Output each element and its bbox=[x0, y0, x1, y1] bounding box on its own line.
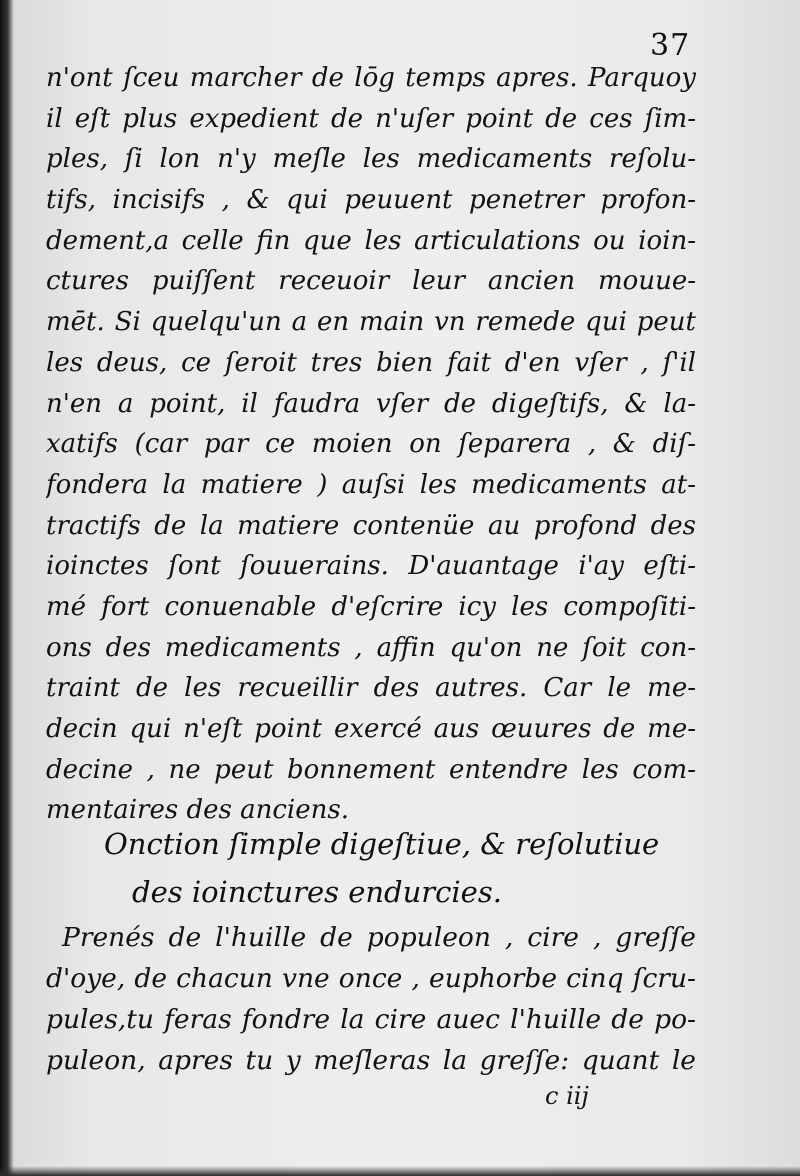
text-line: mentaires des anciens. bbox=[46, 795, 349, 826]
text-line: d'oye, de chacun vne once , euphorbe cinq ſcru- bbox=[46, 963, 696, 994]
text-line: ons des medicaments , affin qu'on ne ſoit con- bbox=[46, 632, 696, 663]
text-line: les deus, ce ſeroit tres bien fait d'en vſer , ſ'il bbox=[46, 347, 696, 378]
text-line: il eſt plus expedient de n'uſer point de ces ſim- bbox=[46, 103, 696, 134]
page-number: 37 bbox=[650, 28, 691, 63]
text-line: n'ont ſceu marcher de lōg temps apres. Parquoy bbox=[46, 63, 696, 93]
text-line: tifs, incisifs , & qui peuuent penetrer profon- bbox=[46, 185, 696, 216]
text-line: Prenés de l'huille de populeon , cire , greſſe bbox=[62, 922, 696, 953]
section-heading bbox=[104, 820, 694, 916]
text-line: ctures puiſſent receuoir leur ancien mouue- bbox=[46, 266, 696, 297]
text-line: decin qui n'eſt point exercé aus œuures de me- bbox=[46, 714, 696, 744]
signature-mark: c iij bbox=[545, 1082, 589, 1110]
text-line: tractifs de la matiere contenüe au profond des bbox=[46, 510, 696, 541]
page-gutter-shadow bbox=[0, 0, 14, 1176]
text-line: dement,a celle fin que les articulations ou ioin- bbox=[46, 225, 696, 256]
text-line: mēt. Si quelqu'un a en main vn remede qui peut bbox=[46, 307, 696, 338]
body-paragraph bbox=[46, 58, 696, 831]
text-line: traint de les recueillir des autres. Car le me- bbox=[46, 673, 696, 704]
text-line: xatifs (car par ce moien on ſeparera , & diſ- bbox=[46, 429, 696, 460]
text-line: mé fort conuenable d'eſcrire icy les compoſiti- bbox=[46, 591, 696, 622]
text-line: puleon, apres tu y meſleras la greſſe: quant le bbox=[46, 1045, 696, 1076]
text-line: decine , ne peut bonnement entendre les com- bbox=[46, 754, 696, 785]
text-line: pules,tu feras fondre la cire auec l'huille de po- bbox=[46, 1004, 696, 1035]
text-line: ples, ſi lon n'y meſle les medicaments reſolu- bbox=[46, 144, 696, 175]
recipe-paragraph bbox=[46, 917, 696, 1081]
text-line: n'en a point, il faudra vſer de digeſtifs, & la- bbox=[46, 388, 696, 419]
heading-line: Onction ſimple digeſtiue, & reſolutiue bbox=[104, 827, 660, 861]
text-line: ioinctes ſont ſouuerains. D'auantage i'ay eſti- bbox=[46, 551, 696, 582]
page-bottom-shadow bbox=[0, 1166, 800, 1176]
heading-line: des ioinctures endurcies. bbox=[132, 875, 502, 909]
text-line: fondera la matiere ) auſsi les medicaments at- bbox=[46, 469, 696, 500]
